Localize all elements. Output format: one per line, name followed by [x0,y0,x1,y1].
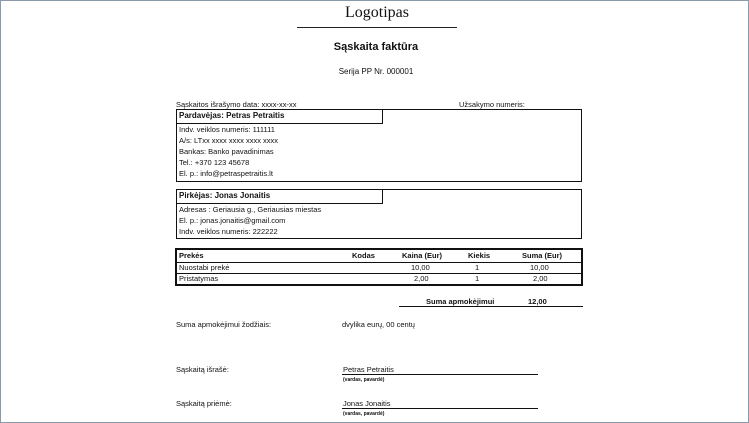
seller-line: Tel.: +370 123 45678 [179,158,250,167]
goods-header-divider [177,262,581,263]
received-by-label: Sąskaitą priėmė: [176,399,232,408]
order-number: Užsakymo numeris: [459,100,525,109]
goods-header-sum: Suma (Eur) [522,251,563,260]
issue-date: Sąskaitos išrašymo data: xxxx-xx-xx [176,100,297,109]
seller-line: A/s: LTxx xxxx xxxx xxxx xxxx [179,136,279,145]
total-value: 12,00 [528,297,547,306]
goods-table [175,248,583,286]
goods-row-price: 10,00 [411,263,430,272]
seller-box [176,109,582,182]
issued-by-caption: (vardas, pavardė) [343,377,385,383]
logo-placeholder: Logotipas [345,4,409,21]
goods-row-qty: 1 [475,274,480,283]
seller-line: Indv. veiklos numeris: 111111 [179,125,275,134]
goods-header-item: Prekės [179,251,204,260]
goods-row-item: Pristatymas [179,274,219,283]
invoice-title: Sąskaita faktūra [333,41,419,53]
goods-row-qty: 1 [475,263,480,272]
seller-line: Bankas: Banko pavadinimas [179,147,274,156]
goods-row-sum: 10,00 [530,263,549,272]
goods-row-price: 2,00 [414,274,429,283]
goods-header-qty: Kiekis [468,251,491,260]
invoice-series: Serija PP Nr. 000001 [338,67,414,76]
seller-line: El. p.: info@petraspetraitis.lt [179,169,273,178]
received-by-signature-line [342,408,538,409]
buyer-line: Adresas : Geriausia g., Geriausias miestas [179,205,322,214]
buyer-line: Indv. veiklos numeris: 222222 [179,227,278,236]
issued-by-signature-line [342,374,538,375]
buyer-heading: Pirkėjas: Jonas Jonaitis [177,190,383,204]
in-words-value: dvylika eurų, 00 centų [342,320,415,329]
seller-heading: Pardavėjas: Petras Petraitis [177,110,383,124]
logo-underline [297,27,457,28]
goods-row-divider [177,273,581,274]
received-by-name: Jonas Jonaitis [343,399,391,408]
issued-by-label: Sąskaitą išrašė: [176,365,229,374]
total-underline [399,306,583,307]
buyer-box [176,189,582,239]
buyer-line: El. p.: jonas.jonaitis@gmail.com [179,216,286,225]
total-label: Suma apmokėjimui [426,297,495,306]
goods-row-item: Nuostabi prekė [179,263,230,272]
goods-header-price: Kaina (Eur) [402,251,443,260]
goods-row-sum: 2,00 [533,274,548,283]
received-by-caption: (vardas, pavardė) [343,411,385,417]
issued-by-name: Petras Petraitis [343,365,394,374]
goods-header-code: Kodas [352,251,375,260]
in-words-label: Suma apmokėjimui žodžiais: [176,320,272,329]
